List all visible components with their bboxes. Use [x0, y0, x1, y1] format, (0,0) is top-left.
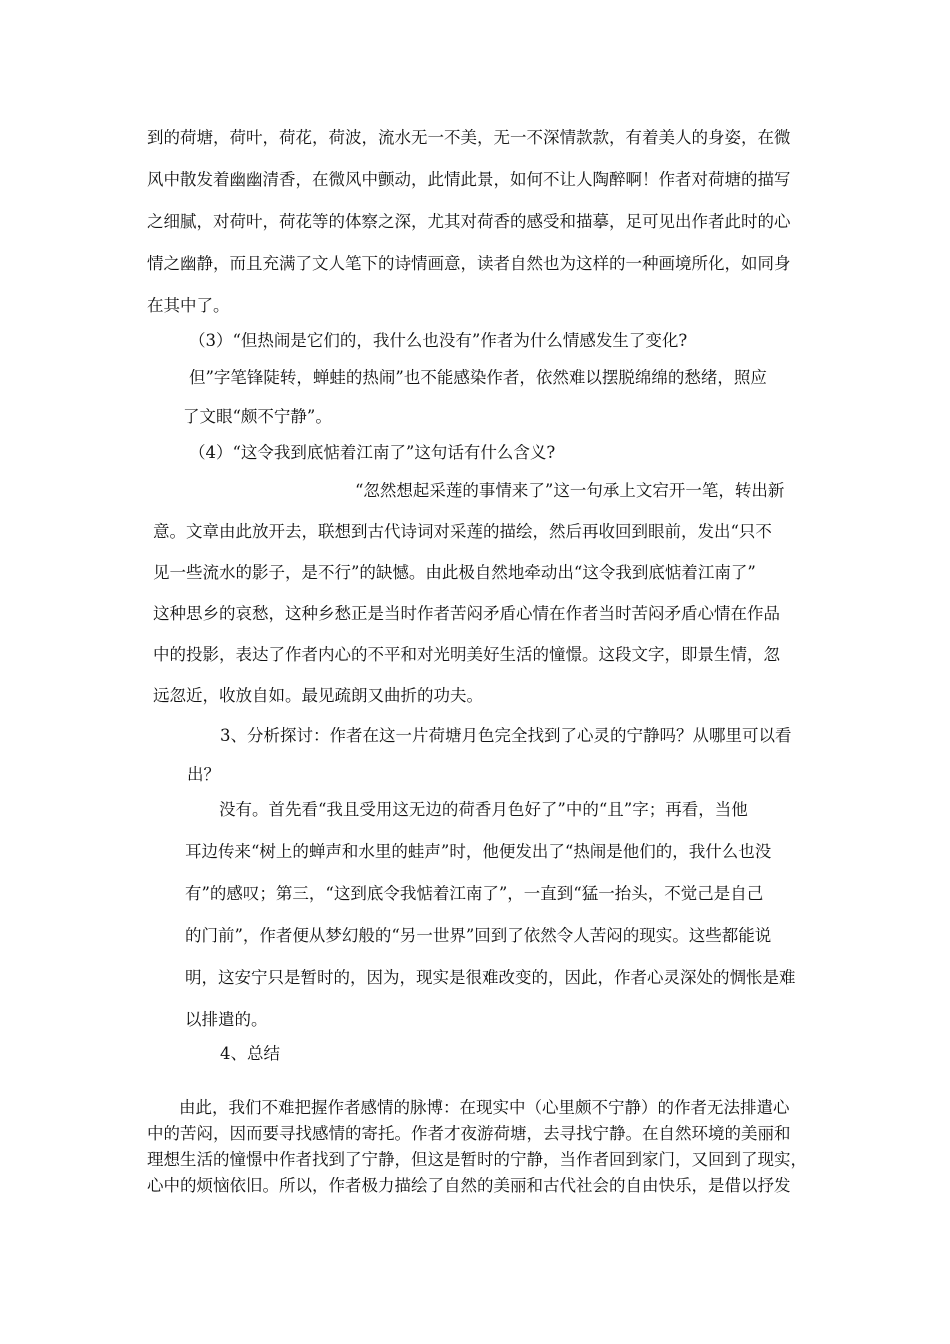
section-3-answer-line-2: 耳边传来“树上的蝉声和水里的蛙声”时，他便发出了“热闹是他们的，我什么也没: [185, 842, 772, 861]
summary-line-1: 由此，我们不难把握作者感情的脉博：在现实中（心里颇不宁静）的作者无法排遣心: [179, 1098, 790, 1117]
section-3-answer-line-6: 以排遣的。: [185, 1010, 268, 1029]
answer-4-line-1: “忽然想起采莲的事情来了”这一句承上文宕开一笔，转出新: [355, 481, 785, 500]
section-4-heading: 4、总结: [220, 1044, 280, 1063]
para-a-line-4: 情之幽静，而且充满了文人笔下的诗情画意，读者自然也为这样的一种画境所化，如同身: [147, 254, 791, 273]
answer-4-line-2: 意。文章由此放开去，联想到古代诗词对采莲的描绘，然后再收回到眼前，发出“只不: [153, 522, 772, 541]
section-3-answer-line-3: 有”的感叹；第三，“这到底令我惦着江南了”，一直到“猛一抬头，不觉己是自己: [185, 884, 764, 903]
section-3-answer-line-5: 明，这安宁只是暂时的，因为，现实是很难改变的，因此，作者心灵深处的惆怅是难: [185, 968, 796, 987]
para-a-line-5: 在其中了。: [147, 296, 230, 315]
answer-4-line-3: 见一些流水的影子，是不行”的缺憾。由此极自然地牵动出“这令我到底惦着江南了”: [153, 563, 756, 582]
para-a-line-3: 之细腻，对荷叶，荷花等的体察之深，尤其对荷香的感受和描摹，足可见出作者此时的心: [147, 212, 791, 231]
para-a-line-2: 风中散发着幽幽清香，在微风中颤动，此情此景，如何不让人陶醉啊！作者对荷塘的描写: [147, 170, 791, 189]
summary-line-4: 心中的烦恼依旧。所以，作者极力描绘了自然的美丽和古代社会的自由快乐，是借以抒发: [147, 1176, 791, 1195]
answer-4-line-5: 中的投影，表达了作者内心的不平和对光明美好生活的憧憬。这段文字，即景生情，忽: [153, 645, 780, 664]
answer-4-line-4: 这种思乡的哀愁，这种乡愁正是当时作者苦闷矛盾心情在作者当时苦闷矛盾心情在作品: [153, 604, 780, 623]
section-3-answer-line-1: 没有。首先看“我且受用这无边的荷香月色好了”中的“且”字；再看，当他: [219, 800, 748, 819]
section-3-answer-line-4: 的门前”，作者便从梦幻般的“另一世界”回到了依然令人苦闷的现实。这些都能说: [185, 926, 772, 945]
question-3: （3）“但热闹是它们的，我什么也没有”作者为什么情感发生了变化?: [189, 331, 688, 350]
answer-3-line-1: 但”字笔锋陡转，蝉蛙的热闹”也不能感染作者，依然难以摆脱绵绵的愁绪，照应: [189, 368, 767, 387]
answer-3-line-2: 了文眼“颇不宁静”。: [183, 407, 332, 426]
answer-4-line-6: 远忽近，收放自如。最见疏朗又曲折的功夫。: [153, 686, 483, 705]
question-4: （4）“这令我到底惦着江南了”这句话有什么含义?: [189, 443, 556, 462]
section-3-question-line-2: 出？: [187, 765, 220, 784]
para-a-line-1: 到的荷塘，荷叶，荷花，荷波，流水无一不美，无一不深情款款，有着美人的身姿，在微: [147, 128, 791, 147]
summary-line-3: 理想生活的憧憬中作者找到了宁静，但这是暂时的宁静，当作者回到家门，又回到了现实，: [147, 1150, 807, 1169]
summary-line-2: 中的苦闷，因而要寻找感情的寄托。作者才夜游荷塘，去寻找宁静。在自然环境的美丽和: [147, 1124, 791, 1143]
section-3-question-line-1: 3、分析探讨：作者在这一片荷塘月色完全找到了心灵的宁静吗？从哪里可以看: [220, 726, 792, 745]
